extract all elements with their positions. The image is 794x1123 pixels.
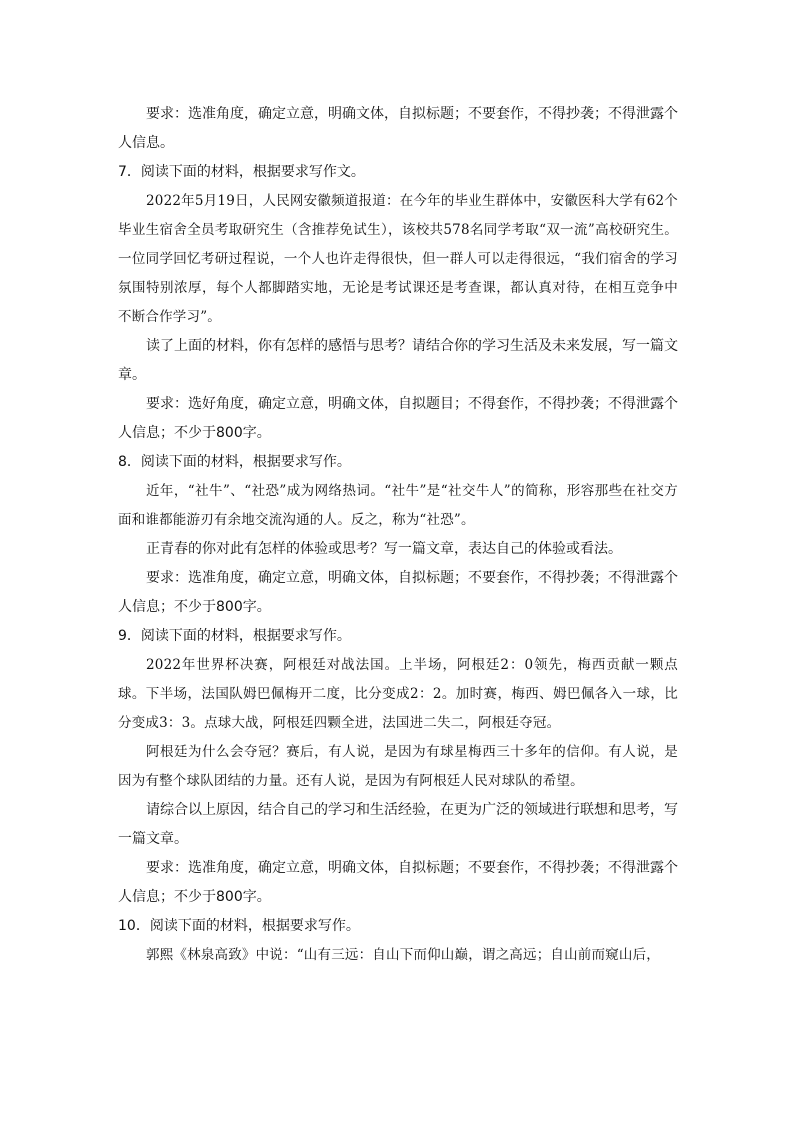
prompt-paragraph: 读了上面的材料，你有怎样的感悟与思考？请结合你的学习生活及未来发展，写一篇文章。 — [118, 338, 678, 383]
question-heading-8: 8．阅读下面的材料，根据要求写作。 — [118, 454, 351, 470]
requirement-paragraph: 要求：选准角度，确定立意，明确文体，自拟标题；不要套作，不得抄袭；不得泄露个人信息；不少于800字。 — [118, 860, 678, 905]
material-paragraph: 郭熙《林泉高致》中说：“山有三远：自山下而仰山巅，谓之高远；自山前而窥山后， — [146, 947, 661, 963]
question-heading-7: 7．阅读下面的材料，根据要求写作文。 — [118, 164, 365, 180]
question-heading-9: 9．阅读下面的材料，根据要求写作。 — [118, 628, 351, 644]
prompt-paragraph: 正青春的你对此有怎样的体验或思考？写一篇文章，表达自己的体验或看法。 — [146, 541, 622, 557]
question-heading-10: 10．阅读下面的材料，根据要求写作。 — [118, 918, 360, 934]
requirement-paragraph: 要求：选好角度，确定立意，明确文体，自拟题目；不得套作，不得抄袭；不得泄露个人信息；不少于800字。 — [118, 396, 678, 441]
document-body — [118, 100, 678, 970]
requirement-paragraph: 要求：选准角度，确定立意，明确文体，自拟标题；不要套作，不得抄袭；不得泄露个人信息。 — [118, 106, 678, 151]
prompt-paragraph: 请综合以上原因，结合自己的学习和生活经验，在更为广泛的领域进行联想和思考，写一篇文章。 — [118, 802, 678, 847]
material-paragraph: 2022年5月19日，人民网安徽频道报道：在今年的毕业生群体中，安徽医科大学有62个毕业生宿舍全员考取研究生（含推荐免试生），该校共578名同学考取“双一流”高校研究生。一位同学回忆考研过程说，一个人也许走得很快，但一群人可以走得很远，“我们宿舍的学习氛围特别浓厚，每个人都脚踏实地，无论是考试课还是考查课，都认真对待，在相互竞争中不断合作学习”。 — [118, 193, 678, 325]
material-paragraph: 阿根廷为什么会夺冠？赛后，有人说，是因为有球星梅西三十多年的信仰。有人说，是因为有整个球队团结的力量。还有人说，是因为有阿根廷人民对球队的希望。 — [118, 744, 678, 789]
requirement-paragraph: 要求：选准角度，确定立意，明确文体，自拟标题；不要套作，不得抄袭；不得泄露个人信息；不少于800字。 — [118, 570, 678, 615]
material-paragraph: 近年，“社牛”、“社恐”成为网络热词。“社牛”是“社交牛人”的简称，形容那些在社交方面和谁都能游刃有余地交流沟通的人。反之，称为“社恐”。 — [118, 483, 678, 528]
material-paragraph: 2022年世界杯决赛，阿根廷对战法国。上半场，阿根廷2：0领先，梅西贡献一颗点球。下半场，法国队姆巴佩梅开二度，比分变成2：2。加时赛，梅西、姆巴佩各入一球，比分变成3：3。点球大战，阿根廷四颗全进，法国进二失二，阿根廷夺冠。 — [118, 657, 678, 731]
